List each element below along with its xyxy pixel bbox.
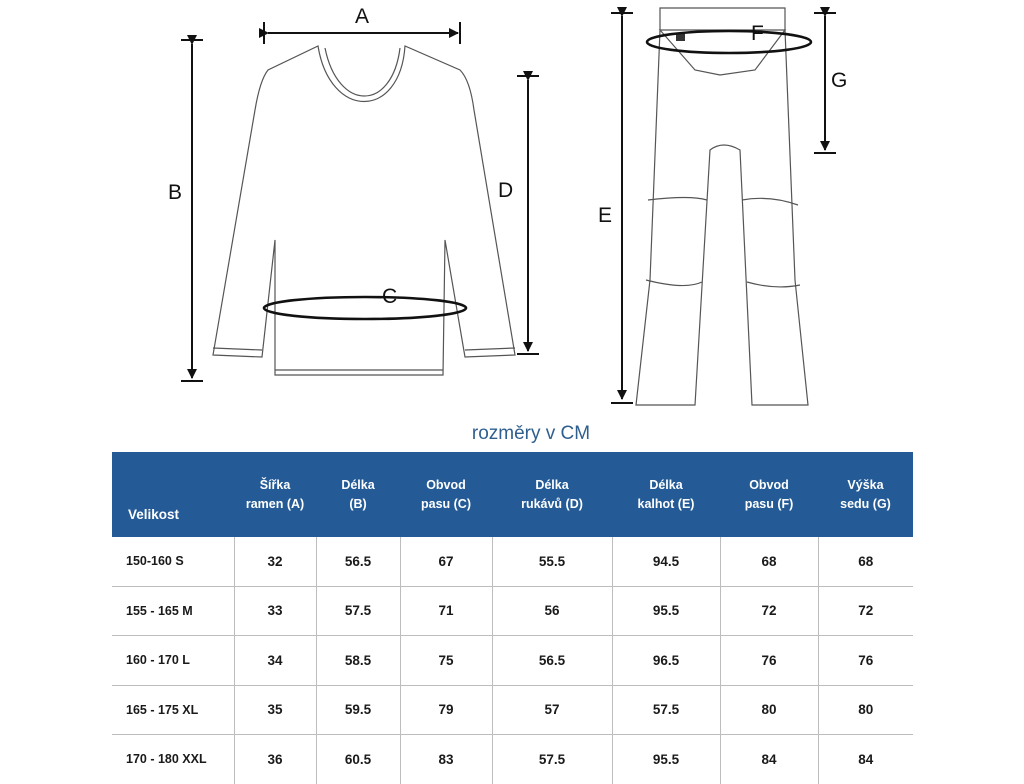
value-cell: 80 <box>818 685 913 735</box>
value-cell: 56 <box>492 586 612 636</box>
table-row <box>112 685 913 735</box>
units-caption: rozměry v CM <box>471 423 591 444</box>
shirt-outline <box>213 46 515 375</box>
table-row <box>112 735 913 784</box>
value-cell: 84 <box>720 735 818 784</box>
header-pants-length: Délka kalhot (E) <box>612 452 720 537</box>
value-cell: 94.5 <box>612 537 720 586</box>
size-cell: 170 - 180 XXL <box>112 735 234 784</box>
table-header-row <box>112 452 913 537</box>
waist-ellipse-c <box>264 297 466 319</box>
label-f: F <box>751 22 764 45</box>
value-cell: 34 <box>234 636 316 686</box>
value-cell: 68 <box>720 537 818 586</box>
value-cell: 59.5 <box>316 685 400 735</box>
value-cell: 84 <box>818 735 913 784</box>
pants-outline <box>636 8 808 405</box>
size-cell: 165 - 175 XL <box>112 685 234 735</box>
label-e: E <box>598 204 613 227</box>
header-size: Velikost <box>112 452 234 537</box>
size-table <box>112 452 913 784</box>
size-cell: 150-160 S <box>126 554 184 569</box>
value-cell: 57 <box>492 685 612 735</box>
value-cell: 57.5 <box>612 685 720 735</box>
value-cell: 57.5 <box>492 735 612 784</box>
value-cell: 96.5 <box>612 636 720 686</box>
value-cell: 68 <box>818 537 913 586</box>
label-a: A <box>355 5 370 28</box>
value-cell: 72 <box>720 586 818 636</box>
value-cell: 56.5 <box>492 636 612 686</box>
value-cell: 33 <box>234 586 316 636</box>
table-row <box>112 537 913 586</box>
measure-lines <box>181 13 836 403</box>
label-b: B <box>168 181 183 204</box>
header-shoulder-width: Šířka ramen (A) <box>234 452 316 537</box>
value-cell: 95.5 <box>612 586 720 636</box>
size-cell: 155 - 165 M <box>112 586 234 636</box>
value-cell: 55.5 <box>492 537 612 586</box>
header-rise: Výška sedu (G) <box>818 452 913 537</box>
header-length: Délka (B) <box>316 452 400 537</box>
value-cell: 79 <box>400 685 492 735</box>
value-cell: 36 <box>234 735 316 784</box>
value-cell: 72 <box>818 586 913 636</box>
label-g: G <box>831 69 848 92</box>
value-cell: 71 <box>400 586 492 636</box>
value-cell: 76 <box>720 636 818 686</box>
value-cell: 76 <box>818 636 913 686</box>
header-waist: Obvod pasu (C) <box>400 452 492 537</box>
value-cell: 95.5 <box>612 735 720 784</box>
table-row <box>112 586 913 636</box>
header-pants-waist: Obvod pasu (F) <box>720 452 818 537</box>
value-cell: 67 <box>400 537 492 586</box>
header-sleeve-length: Délka rukávů (D) <box>492 452 612 537</box>
value-cell: 58.5 <box>316 636 400 686</box>
value-cell: 35 <box>234 685 316 735</box>
value-cell: 60.5 <box>316 735 400 784</box>
value-cell: 75 <box>400 636 492 686</box>
table-row <box>112 636 913 686</box>
label-c: C <box>382 285 398 308</box>
value-cell: 57.5 <box>316 586 400 636</box>
label-d: D <box>498 179 514 202</box>
value-cell: 83 <box>400 735 492 784</box>
size-cell: 160 - 170 L <box>112 636 234 686</box>
value-cell: 56.5 <box>316 537 400 586</box>
waist-ellipse-f <box>647 31 811 53</box>
value-cell: 32 <box>234 537 316 586</box>
value-cell: 80 <box>720 685 818 735</box>
